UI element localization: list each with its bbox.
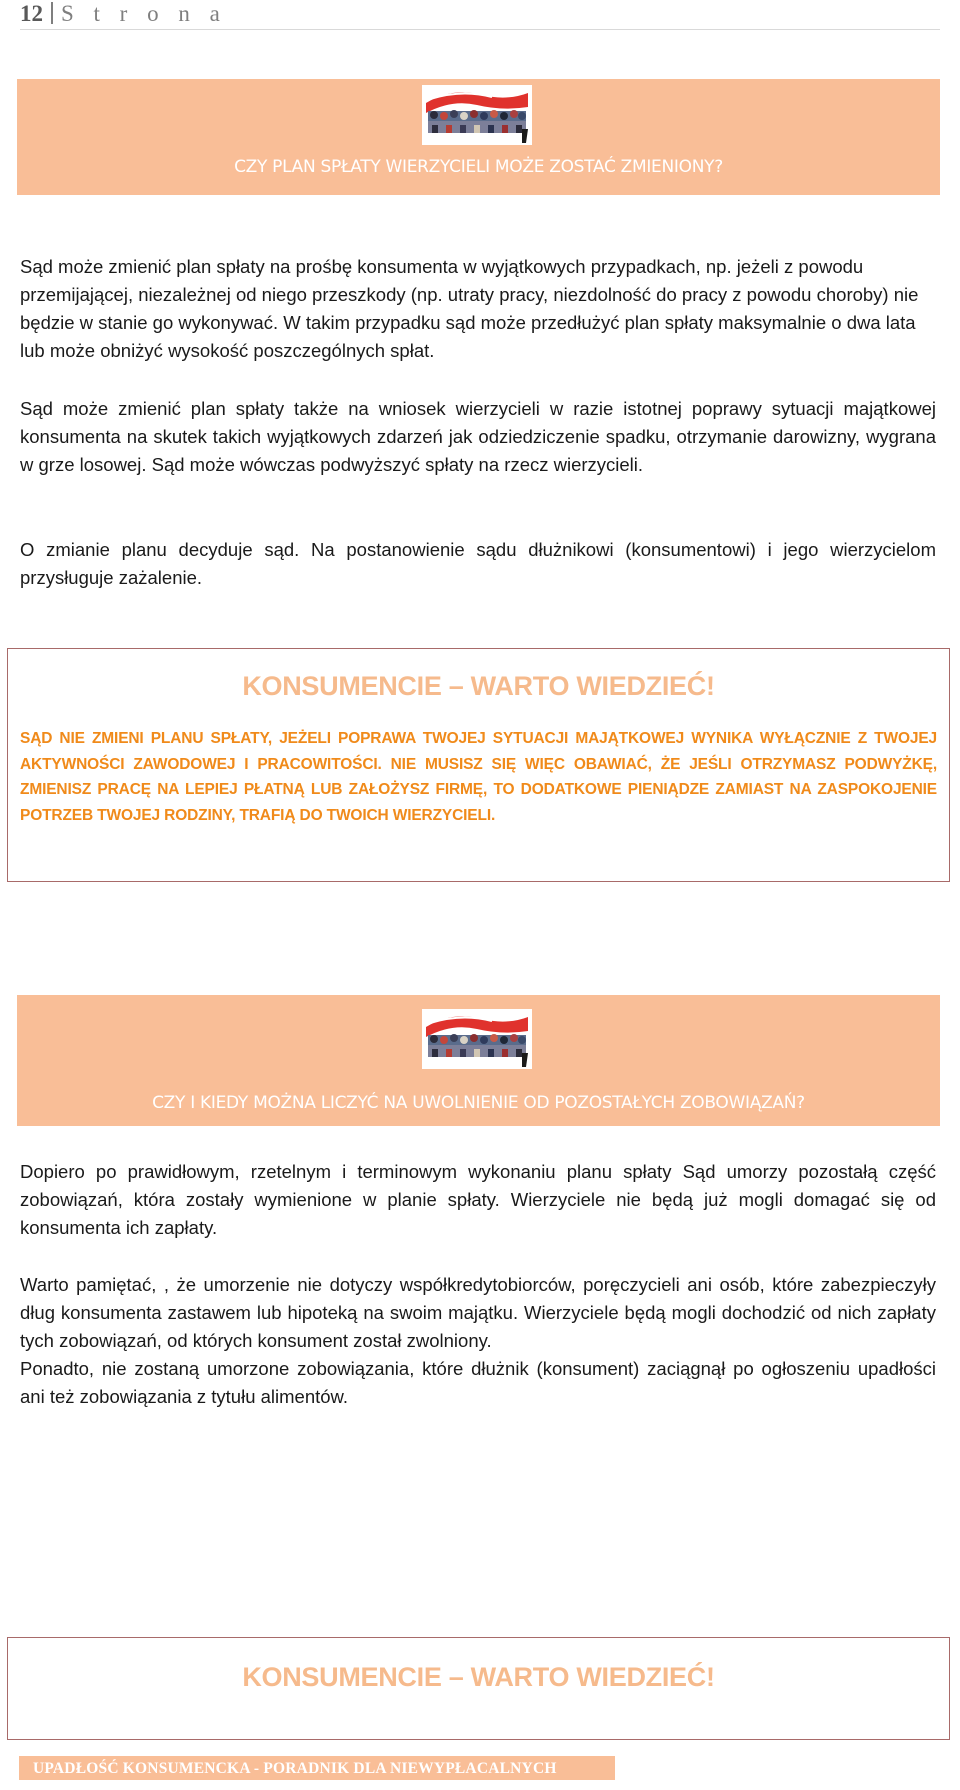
paragraph: Dopiero po prawidłowym, rzetelnym i terminowym wykonaniu planu spłaty Sąd umorzy pozostałą część zobowiązań, która zostały wymienione w planie spłaty. Wierzyciele nie będą już mogli domagać się od konsumenta ich zapłaty.	[20, 1161, 936, 1238]
paragraph: Sąd może zmienić plan spłaty na prośbę konsumenta w wyjątkowych przypadkach, np. jeżeli z powodu przemijającej, niezależnej od niego przeszkody (np. utraty pracy, niezdolność do pracy z powodu choroby) nie będzie w stanie go wykonywać. W takim przypadku sąd może przedłużyć plan spłaty maksymalnie o dwa lata lub może obniżyć wysokość poszczególnych spłat.	[20, 256, 919, 361]
page-header	[20, 0, 940, 30]
section-title: CZY I KIEDY MOŻNA LICZYĆ NA UWOLNIENIE OD POZOSTAŁYCH ZOBOWIĄZAŃ?	[152, 1093, 805, 1113]
page-word: S t r o n a	[61, 1, 227, 26]
section-banner-plan-change	[17, 79, 940, 195]
notice-box	[7, 1637, 950, 1740]
notice-body: SĄD NIE ZMIENI PLANU SPŁATY, JEŻELI POPRAWA TWOJEJ SYTUACJI MAJĄTKOWEJ WYNIKA WYŁĄCZNIE Z TWOJEJ AKTYWNOŚCI ZAWODOWEJ I PRACOWITOŚCI. NIE MUSISZ SIĘ WIĘC OBAWIAĆ, ŻE JEŚLI OTRZYMASZ PODWYŻKĘ, ZMIENISZ PRACĘ NA LEPIEJ PŁATNĄ LUB ZAŁOŻYSZ FIRMĘ, TO DODATKOWE PIENIĄDZE ZAMIAST NA ZASPOKOJENIE POTRZEB TWOJEJ RODZINY, TRAFIĄ DO TWOICH WIERZYCIELI.	[20, 730, 937, 824]
crowd-photo-icon	[422, 85, 532, 145]
footer-label: UPADŁOŚĆ KONSUMENCKA - PORADNIK DLA NIEWYPŁACALNYCH	[19, 1756, 615, 1780]
header-separator	[51, 2, 53, 24]
page-number: 12	[20, 1, 43, 26]
paragraph: Sąd może zmienić plan spłaty także na wniosek wierzycieli w razie istotnej poprawy sytuacji majątkowej konsumenta na skutek takich wyjątkowych zdarzeń jak odziedziczenie spadku, otrzymanie darowizny, wygrana w grze losowej. Sąd może wówczas podwyższyć spłaty na rzecz wierzycieli.	[20, 398, 936, 475]
crowd-photo-icon	[422, 1009, 532, 1069]
paragraph: Ponadto, nie zostaną umorzone zobowiązania, które dłużnik (konsument) zaciągnął po ogłoszeniu upadłości ani też zobowiązania z tytułu alimentów.	[20, 1358, 936, 1407]
notice-title: KONSUMENCIE – WARTO WIEDZIEĆ!	[242, 1662, 715, 1692]
section-banner-debt-relief	[17, 995, 940, 1126]
section-title: CZY PLAN SPŁATY WIERZYCIELI MOŻE ZOSTAĆ ZMIENIONY?	[234, 157, 723, 177]
notice-title: KONSUMENCIE – WARTO WIEDZIEĆ!	[242, 671, 715, 701]
paragraph: O zmianie planu decyduje sąd. Na postanowienie sądu dłużnikowi (konsumentowi) i jego wierzycielom przysługuje zażalenie.	[20, 539, 936, 588]
notice-box	[7, 648, 950, 882]
paragraph: Warto pamiętać, , że umorzenie nie dotyczy współkredytobiorców, poręczycieli ani osób, które zabezpieczyły dług konsumenta zastawem lub hipoteką na swoim majątku. Wierzyciele będą mogli dochodzić od nich zapłaty tych zobowiązań, od których konsument został zwolniony.	[20, 1274, 936, 1351]
